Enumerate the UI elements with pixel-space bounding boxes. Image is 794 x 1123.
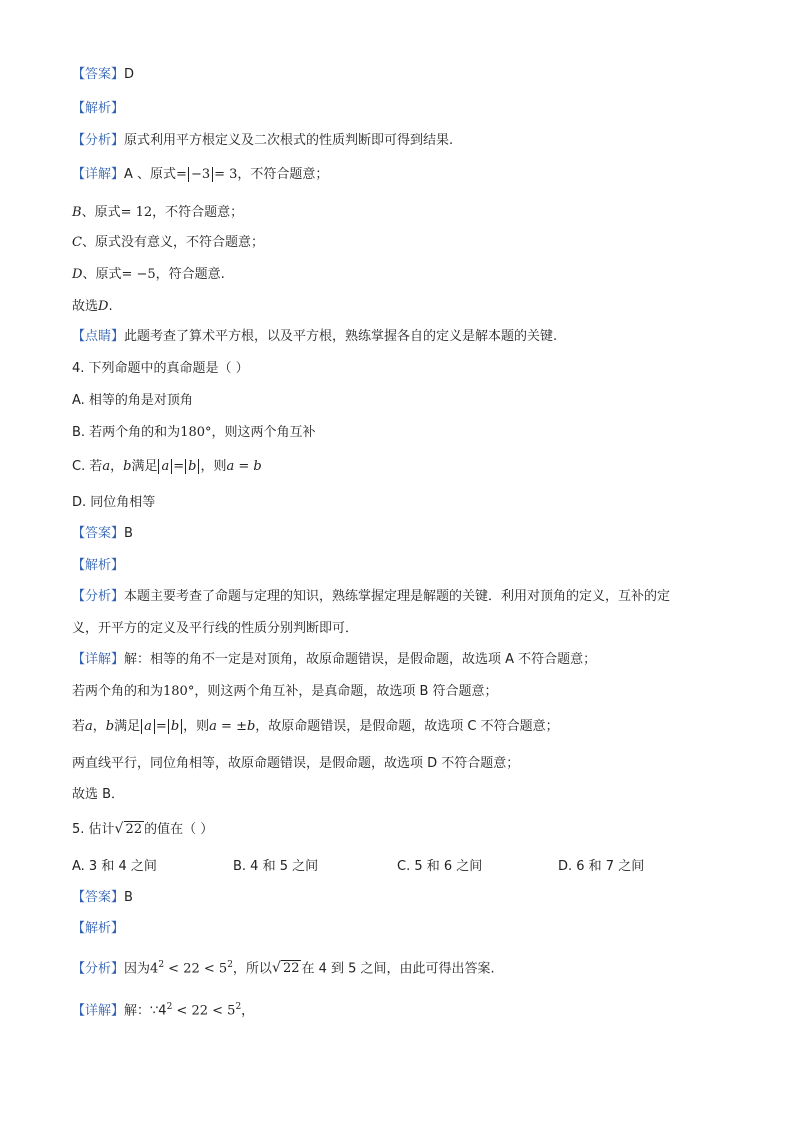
- q4-detail-line-3: [72, 718, 734, 736]
- q4-stem-text: 4. 下列命题中的真命题是（ ）: [72, 361, 249, 376]
- detail-3-a: a: [85, 719, 93, 734]
- detail-c-text: 、原式没有意义，不符合题意；: [81, 235, 264, 250]
- choose-post: .: [108, 299, 113, 314]
- detail-2-pre: 若两个角的和为: [72, 684, 164, 699]
- q4-option-c-abs-b: b: [185, 459, 199, 474]
- detail-text-1: 解：相等的角不一定是对顶角，故原命题错误，是假命题，故选项 A 不符合题意；: [124, 652, 597, 667]
- detail-3-abs-b: b: [168, 719, 182, 734]
- q5-stem-post: 的值在（ ）: [144, 822, 214, 837]
- detail-3-result: a = ±b: [209, 719, 256, 734]
- detail-2-post: ，则这两个角互补，是真命题，故选项 B 符合题意；: [194, 684, 498, 699]
- q4-option-b: [72, 424, 734, 442]
- fenxi-tag: 【分析】: [72, 133, 125, 148]
- analysis-tag: 【解析】: [72, 101, 125, 116]
- q5-option-c: C. 5 和 6 之间: [397, 859, 483, 874]
- answer-value: D: [124, 67, 135, 82]
- q3-choose-line: [72, 298, 734, 316]
- detail-a-result: = 3: [214, 167, 238, 182]
- q5-option-d: D. 6 和 7 之间: [558, 859, 645, 874]
- detail-b-text: 、原式: [81, 205, 121, 220]
- comment-tag: 【点睛】: [72, 329, 125, 344]
- fenxi-text: 原式利用平方根定义及二次根式的性质判断即可得到结果.: [124, 133, 454, 148]
- detail-a-text: A 、原式: [124, 167, 177, 182]
- q3-fenxi-line: [72, 132, 734, 150]
- detail-d-post: ，符合题意.: [155, 267, 225, 282]
- fenxi-tag: 【分析】: [72, 589, 125, 604]
- fenxi-text-2: 义，开平方的定义及平行线的性质分别判断即可．: [72, 621, 359, 636]
- detail-tag: 【详解】: [72, 167, 125, 182]
- q3-detail-d-line: [72, 266, 734, 284]
- q5-option-b: B. 4 和 5 之间: [233, 859, 319, 874]
- detail-a-abs: −3: [188, 167, 213, 182]
- analysis-tag: 【解析】: [72, 921, 125, 936]
- q4-option-c-abs-a: a: [158, 459, 172, 474]
- choose-text: 故选 B．: [72, 787, 125, 802]
- q4-option-d-text: D. 同位角相等: [72, 495, 156, 510]
- q5-answer-line: [72, 889, 734, 907]
- q5-option-a: A. 3 和 4 之间: [72, 859, 157, 874]
- q4-option-a-text: A. 相等的角是对顶角: [72, 393, 193, 408]
- fenxi-mid: < 22 < 5: [164, 961, 228, 977]
- q3-analysis-line: [72, 100, 734, 118]
- q5-fenxi-line: [72, 956, 734, 978]
- fenxi-sqrt: [272, 960, 302, 978]
- fenxi-tag: 【分析】: [72, 961, 125, 977]
- answer-value: B: [124, 890, 133, 905]
- detail-3-abs-a: a: [141, 719, 155, 734]
- detail-b-post: ，不符合题意；: [152, 205, 244, 220]
- detail-3-satisfy: 满足: [114, 719, 141, 734]
- fenxi-text-1: 本题主要考查了命题与定理的知识，熟练掌握定理是解题的关键．利用对顶角的定义，互补的定: [124, 589, 671, 604]
- detail-3-b: b: [105, 719, 115, 734]
- fenxi-post: 在 4 到 5 之间，由此可得出答案.: [301, 961, 495, 977]
- answer-tag: 【答案】: [72, 526, 125, 541]
- q4-choose-line: [72, 786, 734, 804]
- fenxi-base1: 4: [150, 961, 159, 977]
- detail-3-then: ，则: [183, 719, 210, 734]
- detail-3-eq: =: [155, 719, 167, 734]
- detail-b-value: = 12: [120, 205, 153, 220]
- detail-d-text: 、原式: [82, 267, 122, 282]
- radical-sign-icon: √: [114, 821, 124, 837]
- radical-sign-icon: √: [271, 960, 281, 977]
- detail-3-post: ，故原命题错误，是假命题，故选项 C 不符合题意；: [255, 719, 559, 734]
- q3-comment-line: [72, 328, 734, 346]
- fenxi-exp1: 2: [158, 960, 165, 970]
- fenxi-pre: 因为: [124, 961, 151, 977]
- q3-detail-c-line: [72, 234, 734, 252]
- q4-option-c-a: a: [102, 459, 111, 474]
- detail-a-eq: =: [176, 167, 187, 182]
- fenxi-radicand: 22: [282, 961, 300, 977]
- fenxi-exp2: 2: [227, 960, 233, 970]
- answer-value: B: [124, 526, 133, 541]
- answer-tag: 【答案】: [72, 67, 125, 82]
- q4-option-c-comma: ，: [110, 459, 124, 474]
- q5-stem: [72, 821, 734, 839]
- q4-option-b-post: ，则这两个角互补: [211, 425, 316, 440]
- q4-analysis-line: [72, 557, 734, 575]
- detail-tag: 【详解】: [72, 1003, 125, 1019]
- q4-option-c-result: a = b: [226, 459, 262, 474]
- detail-exp2: 2: [235, 1002, 242, 1012]
- q4-option-c-pre: C. 若: [72, 459, 103, 474]
- q4-option-c-then: ，则: [200, 459, 227, 474]
- q3-detail-a-line: [72, 166, 734, 184]
- detail-2-num: 180°: [163, 684, 195, 699]
- detail-text-4: 两直线平行，同位角相等，故原命题错误，是假命题，故选项 D 不符合题意；: [72, 756, 520, 771]
- detail-c-label: C: [72, 235, 82, 250]
- q4-option-b-pre: B. 若两个角的和为: [72, 425, 181, 440]
- detail-mid: < 22 < 5: [172, 1003, 236, 1019]
- choose-text: 故选: [72, 299, 99, 314]
- detail-d-label: D: [72, 267, 83, 282]
- q4-option-c: [72, 458, 734, 476]
- detail-3-pre: 若: [72, 719, 86, 734]
- q4-option-c-eq: =: [173, 459, 185, 474]
- q4-detail-line-4: [72, 755, 734, 773]
- q4-option-b-num: 180°: [180, 425, 212, 440]
- detail-tag: 【详解】: [72, 652, 125, 667]
- q5-stem-radicand: 22: [125, 822, 143, 837]
- q4-option-a: [72, 392, 734, 410]
- detail-3-comma: ，: [92, 719, 106, 734]
- detail-post: ，: [241, 1003, 255, 1019]
- analysis-tag: 【解析】: [72, 558, 125, 573]
- q3-answer-line: [72, 66, 734, 84]
- detail-exp1: 2: [166, 1002, 173, 1012]
- q4-option-c-b: b: [123, 459, 132, 474]
- q4-fenxi-line-2: [72, 620, 734, 638]
- q5-analysis-line: [72, 920, 734, 938]
- fenxi-so: ，所以: [232, 961, 272, 977]
- detail-a-post: ，不符合题意；: [237, 167, 329, 182]
- q5-stem-sqrt: [115, 821, 145, 839]
- detail-b-label: B: [72, 205, 82, 220]
- answer-tag: 【答案】: [72, 890, 125, 905]
- detail-pre: 解：∵4: [124, 1003, 167, 1019]
- q4-stem: [72, 360, 734, 378]
- q4-fenxi-line-1: [72, 588, 734, 606]
- q4-detail-line-1: [72, 651, 734, 669]
- q5-detail-line: [72, 998, 734, 1020]
- q5-options-row: [72, 858, 734, 876]
- q4-option-d: [72, 494, 734, 512]
- q4-option-c-satisfy: 满足: [131, 459, 158, 474]
- detail-d-value: = −5: [121, 267, 156, 282]
- q5-stem-pre: 5. 估计: [72, 822, 115, 837]
- q4-detail-line-2: [72, 683, 734, 701]
- comment-text: 此题考查了算术平方根，以及平方根，熟练掌握各自的定义是解本题的关键.: [124, 329, 558, 344]
- q4-answer-line: [72, 525, 734, 543]
- choose-letter: D: [98, 299, 109, 314]
- q3-detail-b-line: [72, 204, 734, 222]
